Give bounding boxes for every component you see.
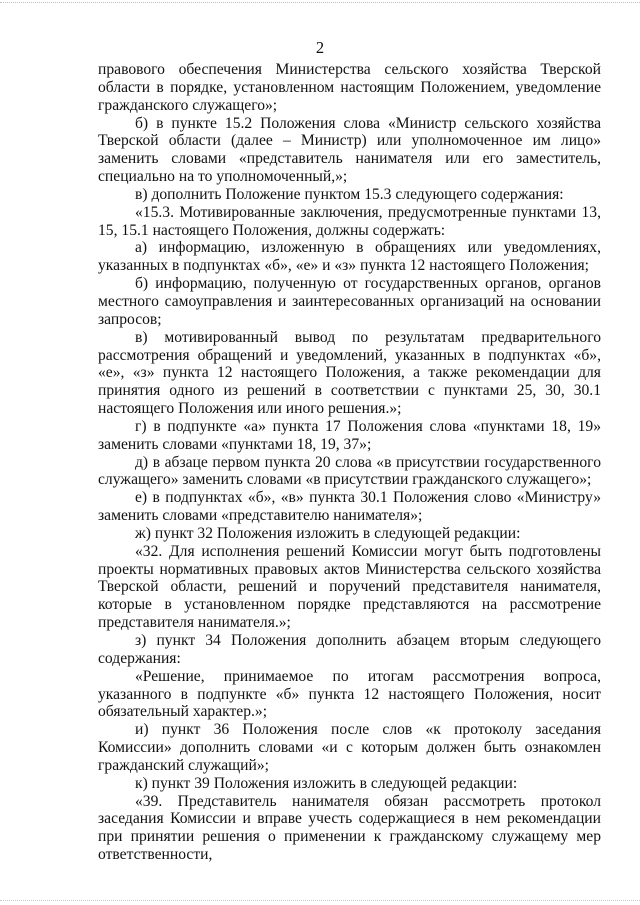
paragraph-item-zh: ж) пункт 32 Положения изложить в следующей редакции: [135, 524, 521, 542]
page-number: 2 [315, 38, 325, 57]
paragraph-39: «39. Представитель нанимателя обязан рассмотреть протокол заседания Комиссии и вправе учесть содержащиеся в нем рекомендации при принятии решения о применении к гражданскому служащему мер ответственности, [98, 792, 601, 864]
document-body [98, 61, 601, 864]
paragraph-15-3-intro: «15.3. Мотивированные заключения, предусмотренные пунктами 13, 15, 15.1 настоящего Положения, должны содержать: [98, 203, 601, 239]
paragraph-item-d: д) в абзаце первом пункта 20 слова «в присутствии государственного служащего» заменить словами «в присутствии гражданского служащего»; [98, 453, 601, 489]
paragraph-15-3-v: в) мотивированный вывод по результатам предварительного рассмотрения обращений и уведомлений, указанных в подпунктах «б», «е», «з» пункта 12 настоящего Положения, а также рекомендации для принятия одного из решений в соответствии с пунктами 25, 30, 30.1 настоящего Положения или иного решения.»; [98, 328, 601, 418]
paragraph-item-k: к) пункт 39 Положения изложить в следующей редакции: [135, 774, 518, 792]
scan-bottom-edge [0, 900, 640, 902]
paragraph-continuation: правового обеспечения Министерства сельского хозяйства Тверской области в порядке, установленном настоящим Положением, уведомление гражданского служащего»; [98, 61, 601, 114]
paragraph-item-i: и) пункт 36 Положения после слов «к протоколу заседания Комиссии» дополнить словами «и с которым должен быть ознакомлен гражданский служащий»; [98, 721, 601, 774]
paragraph-item-v-add-15-3: в) дополнить Положение пунктом 15.3 следующего содержания: [135, 185, 564, 203]
paragraph-item-g: г) в подпункте «а» пункта 17 Положения слова «пунктами 18, 19» заменить словами «пунктами 18, 19, 37»; [98, 417, 601, 453]
paragraph-15-3-b: б) информацию, полученную от государственных органов, органов местного самоуправления и заинтересованных организаций на основании запросов; [98, 275, 601, 328]
paragraph-item-b-15-2: б) в пункте 15.2 Положения слова «Министр сельского хозяйства Тверской области (далее – Министр) или уполномоченное им лицо» заменить словами «представитель нанимателя или его заместитель, специально на то уполномоченный,»; [98, 114, 601, 186]
paragraph-15-3-a: а) информацию, изложенную в обращениях или уведомлениях, указанных в подпунктах «б», «е» и «з» пункта 12 настоящего Положения; [98, 239, 601, 275]
scan-top-edge [0, 2, 640, 4]
paragraph-32: «32. Для исполнения решений Комиссии могут быть подготовлены проекты нормативных правовых актов Министерства сельского хозяйства Тверской области, решений и поручений представителя нанимателя, которые в установленном порядке представляются на рассмотрение представителя нанимателя.»; [98, 542, 601, 632]
paragraph-34-new-text: «Решение, принимаемое по итогам рассмотрения вопроса, указанного в подпункте «б» пункта 12 настоящего Положения, носит обязательный характер.»; [98, 667, 601, 721]
paragraph-item-z: з) пункт 34 Положения дополнить абзацем вторым следующего содержания: [98, 632, 601, 667]
paragraph-item-e: е) в подпунктах «б», «в» пункта 30.1 Положения слово «Министру» заменить словами «представителю нанимателя»; [98, 489, 601, 525]
